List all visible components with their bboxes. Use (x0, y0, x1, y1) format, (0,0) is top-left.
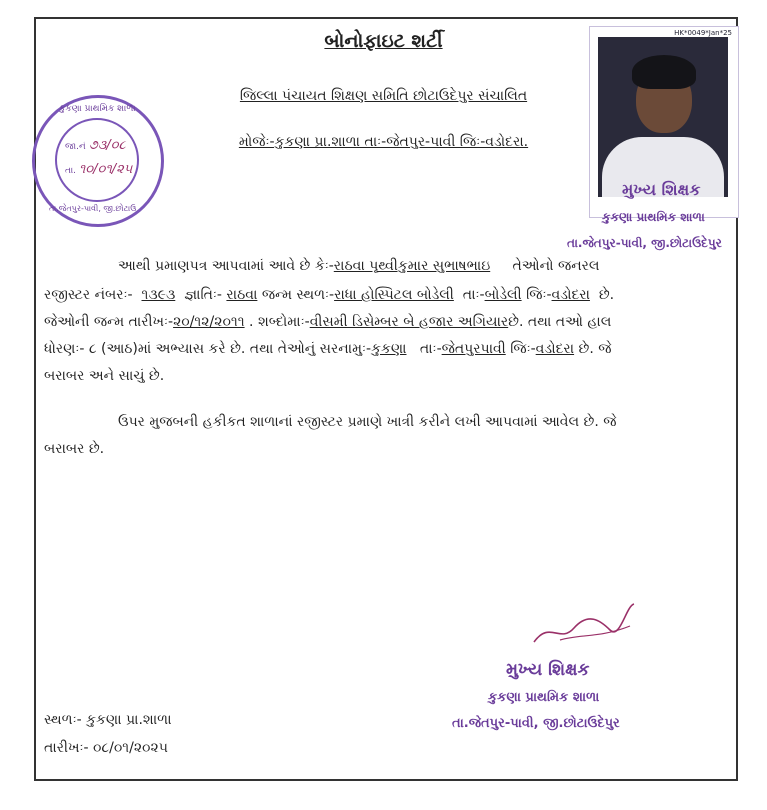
birth-taluka: બોડેલી (484, 287, 522, 303)
body-line-3: જેઓની જન્મ તારીખઃ-૨૦/૧૨/૨૦૧૧ . શબ્દોમાઃ-વીસમી ડિસેમ્બર બે હજાર અગિયારછે. તથા તઓ હાલ (44, 314, 612, 330)
caste: રાઠવા (226, 287, 258, 303)
stamp-title: મુખ્ય શિક્ષક (506, 660, 590, 680)
student-name: રાઠવા પૃથ્વીકુમાર સુભાષભાઇ (333, 258, 491, 274)
register-number: ૧૩૯૩ (141, 287, 176, 303)
seal-outer-top: કુકણા પ્રાથમિક શાળા (59, 104, 136, 114)
body-line-4: ધોરણઃ- ૮ (આઠ)માં અભ્યાસ કરે છે. તથા તેઓનું સરનામુઃ-કુકણા તાઃ-જેતપુરપાવી જિઃ-વડોદરા છે. જે (44, 341, 612, 357)
stamp-school: કુકણા પ્રાથમિક શાળા (488, 690, 600, 705)
birth-date-words: વીસમી ડિસેમ્બર બે હજાર અગિયાર (309, 314, 509, 330)
photo-image (598, 37, 728, 197)
school-seal (32, 95, 164, 227)
footer-date: તારીખઃ- ૦૮/૦૧/૨૦૨૫ (44, 740, 168, 756)
address-village: કુકણા (371, 341, 407, 357)
birth-date: ૨૦/૧૨/૨૦૧૧ (173, 314, 245, 330)
footer-place: સ્થળઃ- કુકણા પ્રા.શાળા (44, 712, 172, 728)
header-line-1: જિલ્લા પંચાયત શિક્ષણ સમિતિ છોટાઉદેપુર સંચાલિત (239, 88, 528, 104)
certificate-title: બોનોફાઇટ શર્ટી (324, 30, 443, 52)
body-line-1: આથી પ્રમાણપત્ર આપવામાં આવે છે કેઃ-રાઠવા પૃથ્વીકુમાર સુભાષભાઇ તેઓનો જનરલ (118, 258, 600, 274)
stamp-address: તા.જેતપુર-પાવી, જી.છોટાઉદેપુર (452, 716, 620, 731)
address-district: વડોદરા (535, 341, 575, 357)
principal-signature (530, 600, 640, 650)
birth-place: રાધા હોસ્પિટલ બોડેલી (334, 287, 454, 303)
photo-stamp-school: કુકણા પ્રાથમિક શાળા (602, 210, 705, 224)
body-line-2: રજીસ્ટર નંબરઃ- ૧૩૯૩ જ્ઞાતિઃ- રાઠવા જન્મ સ્થળઃ-રાધા હોસ્પિટલ બોડેલી તાઃ-બોડેલી જિઃ-વડોદરા છે. (44, 287, 615, 303)
body-para2-line-2: બરાબર છે. (44, 441, 105, 457)
birth-district: વડોદરા (551, 287, 590, 303)
seal-number: જા.નં ૭૩/૦૮ (65, 138, 126, 153)
body-line-5: બરાબર અને સાચું છે. (44, 368, 165, 384)
photo-hair (632, 55, 696, 89)
seal-inner-ring (55, 118, 139, 202)
address-taluka: જેતપુરપાવી (441, 341, 506, 357)
photo-tag: HK*0049*Jan*25 (674, 29, 732, 37)
photo-stamp-title: મુખ્ય શિક્ષક (622, 180, 701, 199)
header-line-2: મોજેઃ-કુકણા પ્રા.શાળા તાઃ-જેતપુર-પાવી જિઃ-વડોદરા. (238, 134, 529, 150)
seal-date: તા. ૧૦/૦૧/૨૫ (65, 162, 133, 177)
seal-outer-bottom: તા.જેતપુર-પાવી, જી.છોટાઉ (49, 204, 137, 213)
photo-stamp-address: તા.જેતપુર-પાવી, જી.છોટાઉદેપુર (567, 236, 722, 250)
body-para2-line-1: ઉપર મુજબની હકીકત શાળાનાં રજીસ્ટર પ્રમાણે ખાત્રી કરીને લખી આપવામાં આવેલ છે. જે (118, 414, 617, 430)
